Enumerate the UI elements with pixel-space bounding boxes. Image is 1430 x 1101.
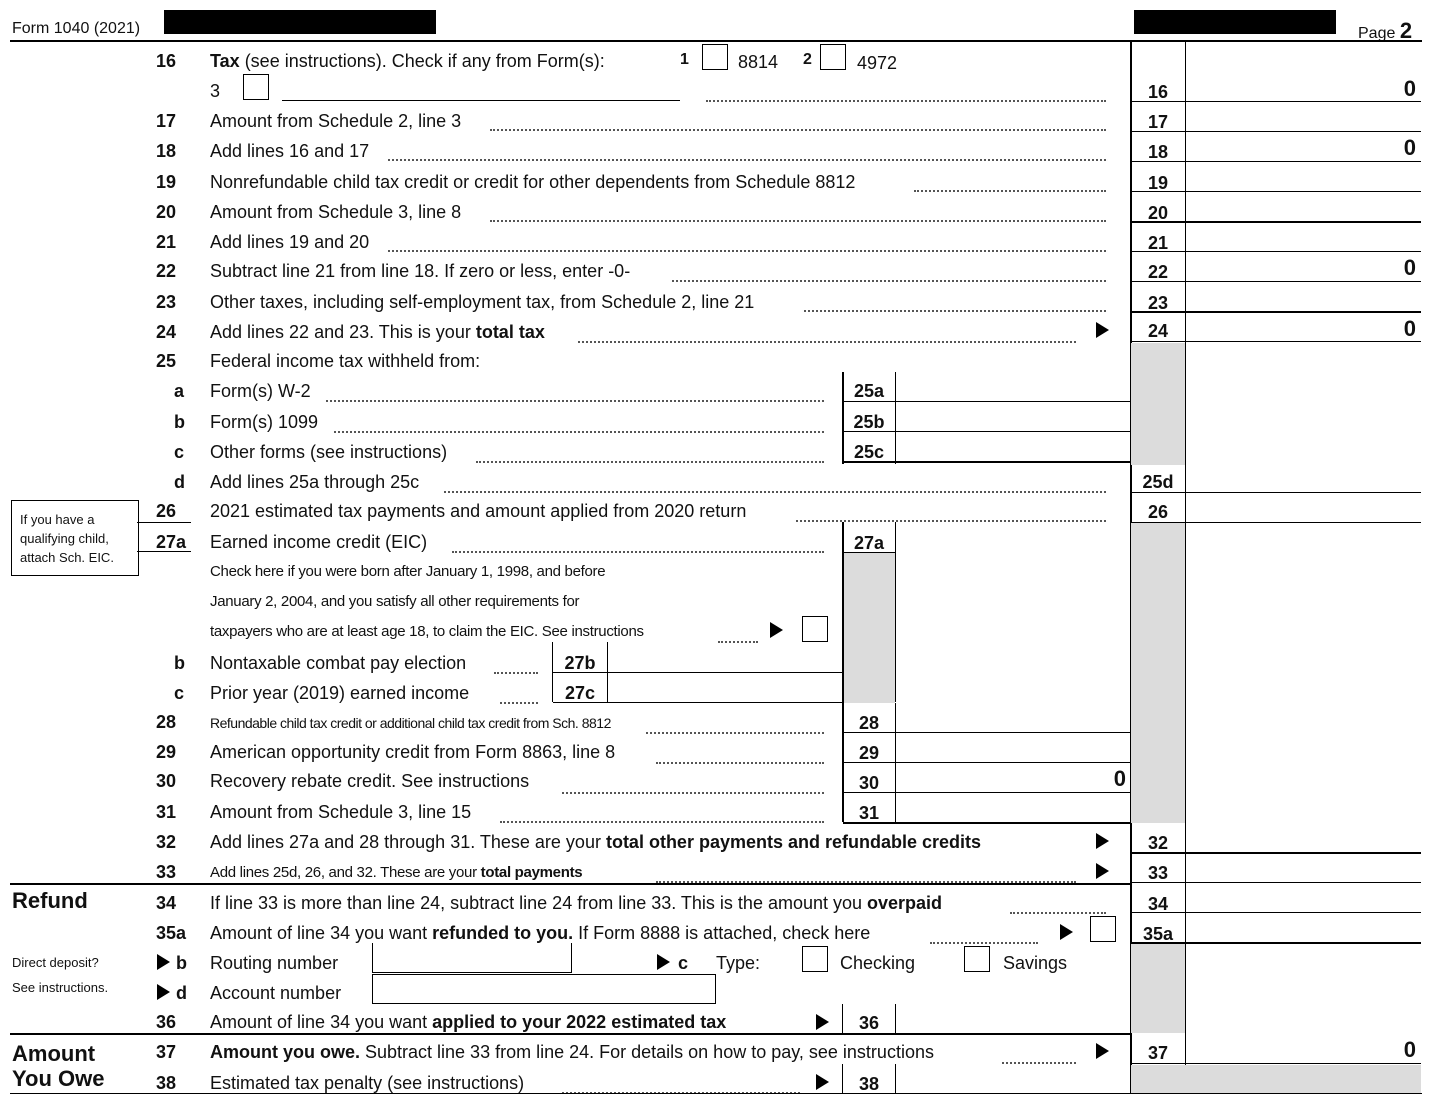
- account-type-label: Type:: [716, 953, 761, 973]
- line-36-amount-left: [895, 1004, 896, 1033]
- line-37-box: 37: [1147, 1043, 1169, 1063]
- line-29-label: American opportunity credit from Form 8863, line 8: [210, 742, 616, 762]
- line-18-amount[interactable]: 0: [1403, 135, 1416, 160]
- line-27b-box-rule: [553, 672, 843, 673]
- owe-section-rule: [10, 1033, 1131, 1035]
- line-37-amount[interactable]: 0: [1403, 1037, 1416, 1062]
- line-25a-label: Form(s) W-2: [210, 381, 311, 401]
- line-34-leader: [1010, 912, 1106, 914]
- line-33-rule: [1131, 882, 1421, 883]
- line-35b-arrow-icon: [157, 954, 170, 970]
- line-23-box: 23: [1147, 293, 1169, 313]
- line-27b-label: Nontaxable combat pay election: [210, 653, 467, 673]
- line-27a-num: 27a: [156, 532, 187, 552]
- see-instructions-label: See instructions.: [12, 980, 109, 995]
- line-31-leader: [500, 821, 824, 823]
- line-24-amount[interactable]: 0: [1403, 316, 1416, 341]
- line-16-rule: [1131, 101, 1421, 102]
- line-28-label: Refundable child tax credit or additional child tax credit from Sch. 8812: [210, 715, 611, 731]
- line-25b-box-rule: [843, 431, 1131, 432]
- line-20-label: Amount from Schedule 3, line 8: [210, 202, 462, 222]
- form-id: Form 1040 (2021): [12, 20, 141, 37]
- line-26-label: 2021 estimated tax payments and amount applied from 2020 return: [210, 501, 747, 521]
- line-25c-amount-field[interactable]: [897, 433, 1129, 460]
- line-25d-leader: [444, 491, 1106, 493]
- line-32-num: 32: [156, 832, 177, 852]
- line-35a-bold: refunded to you.: [432, 923, 574, 943]
- line-27b-box: 27b: [564, 653, 596, 673]
- shade-27-mid: [843, 553, 895, 703]
- line-28-amount-field[interactable]: [897, 704, 1129, 731]
- line-16-cb3-num: 3: [210, 81, 221, 101]
- line-30-box: 30: [858, 773, 880, 793]
- line-21-num: 21: [156, 232, 177, 252]
- line-28-num: 28: [156, 712, 177, 732]
- line-21-leader: [388, 250, 1106, 252]
- line-32-bold: total other payments and refundable credits: [605, 832, 982, 852]
- line-34-rule: [1131, 912, 1421, 913]
- line-27a-check-leader: [718, 641, 758, 643]
- line-30-rule: [843, 792, 1131, 793]
- line-35d-label: Account number: [210, 983, 342, 1003]
- line-26-num: 26: [156, 501, 177, 521]
- line-27c-box-rule: [553, 702, 843, 703]
- page-number: 2: [1399, 18, 1413, 43]
- line-33-text: Add lines 25d, 26, and 32. These are your: [210, 864, 481, 881]
- shade-27-right: [1131, 523, 1185, 823]
- line-34-text: If line 33 is more than line 24, subtract line 24 from line 33. This is the amount you: [210, 893, 868, 913]
- line-33-num: 33: [156, 862, 177, 882]
- line-29-amount-field[interactable]: [897, 734, 1129, 761]
- eic-age-checkbox[interactable]: [802, 616, 828, 642]
- line-16-other-form-field[interactable]: [282, 100, 680, 101]
- line-25d-rule: [1131, 492, 1421, 493]
- line-31-rule: [843, 822, 1131, 824]
- line-35a-leader: [930, 942, 1038, 944]
- line-25c-box-rule: [843, 461, 1131, 463]
- savings-checkbox[interactable]: [964, 946, 990, 972]
- line-16-amount[interactable]: 0: [1403, 76, 1416, 101]
- line-36-label: [210, 1013, 726, 1031]
- line-35d-arrow-icon: [157, 984, 170, 1000]
- line-36-box: 36: [858, 1013, 880, 1033]
- refund-heading: Refund: [12, 888, 88, 913]
- line-37-text: Subtract line 33 from line 24. For details on how to pay, see instructions: [360, 1042, 934, 1062]
- line-19-label: Nonrefundable child tax credit or credit for other dependents from Schedule 8812: [210, 172, 856, 192]
- line-30-label: Recovery rebate credit. See instructions: [210, 771, 530, 791]
- line-29-num: 29: [156, 742, 177, 762]
- line-24-num: 24: [156, 322, 177, 342]
- line-29-leader: [656, 762, 824, 764]
- line-37-rule: [1131, 1063, 1421, 1064]
- page-label-text: Page: [1358, 25, 1396, 42]
- amount-column-left-border: [1185, 41, 1186, 1093]
- line-21-box: 21: [1147, 233, 1169, 253]
- line-35a-box: 35a: [1142, 924, 1174, 944]
- form-3-checkbox[interactable]: [243, 74, 269, 100]
- line-29-box: 29: [858, 743, 880, 763]
- line-17-num: 17: [156, 111, 177, 131]
- shade-35: [1131, 943, 1185, 1033]
- line-22-label: Subtract line 21 from line 18. If zero or less, enter -0-: [210, 261, 631, 281]
- line-24-box: 24: [1147, 321, 1169, 341]
- line-35b-num: b: [176, 953, 187, 973]
- line-29-rule: [843, 762, 1131, 763]
- line-23-rule: [1131, 311, 1421, 313]
- line-25d-label: Add lines 25a through 25c: [210, 472, 420, 492]
- line-24-rule: [1131, 341, 1421, 342]
- line-16-cb2-num: 2: [803, 51, 812, 68]
- line-25a-box-rule: [843, 401, 1131, 402]
- line-20-num: 20: [156, 202, 177, 222]
- line-36-arrow-icon: [816, 1014, 829, 1030]
- line-32-box: 32: [1147, 833, 1169, 853]
- line-27c-box: 27c: [564, 683, 596, 703]
- line-24-arrow-icon: [1096, 322, 1109, 338]
- line-16-cb1-num: 1: [680, 51, 689, 68]
- line-27a-box: 27a: [853, 533, 885, 553]
- line-26-box: 26: [1147, 502, 1169, 522]
- line-37-leader: [1002, 1062, 1076, 1064]
- line-25a-leader: [326, 400, 824, 402]
- line-21-label: Add lines 19 and 20: [210, 232, 370, 252]
- eic-note-line1: If you have a: [20, 512, 95, 527]
- line-18-rule: [1131, 161, 1421, 162]
- line-24-text: Add lines 22 and 23. This is your: [210, 322, 476, 342]
- eic-note-line3: attach Sch. EIC.: [20, 550, 114, 565]
- line-38-amount-left: [895, 1064, 896, 1093]
- line-27a-box-rule: [843, 552, 895, 553]
- line-24-label: [210, 323, 545, 341]
- line-22-leader: [672, 280, 1106, 282]
- line-20-box: 20: [1147, 203, 1169, 223]
- line-25-label: Federal income tax withheld from:: [210, 351, 481, 371]
- line-35a-arrow-icon: [1060, 924, 1073, 940]
- owe-heading-line2: You Owe: [12, 1066, 105, 1091]
- line-17-box: 17: [1147, 112, 1169, 132]
- header-rule: [10, 40, 1422, 42]
- line-32-arrow-icon: [1096, 833, 1109, 849]
- routing-number-field[interactable]: [372, 943, 572, 973]
- line-25c-num: c: [174, 442, 185, 462]
- line-33-bold: total payments: [480, 864, 583, 881]
- shade-25: [1131, 343, 1185, 465]
- account-number-field[interactable]: [372, 974, 716, 1004]
- line-35a-rule: [1131, 942, 1421, 944]
- line-16-num: 16: [156, 51, 177, 71]
- line-27c-amount-field[interactable]: [609, 675, 839, 701]
- form-4972-checkbox[interactable]: [820, 44, 846, 70]
- line-27b-leader: [494, 672, 538, 674]
- line-35a-num: 35a: [156, 923, 187, 943]
- line-34-box: 34: [1147, 894, 1169, 914]
- line-24-leader: [578, 341, 1076, 343]
- savings-label: Savings: [1003, 953, 1068, 973]
- line-22-num: 22: [156, 261, 177, 281]
- line-35a-label: [210, 924, 870, 942]
- line-25b-num: b: [174, 412, 185, 432]
- line-28-leader: [646, 732, 824, 734]
- line-27a-check-text-1: Check here if you were born after January 1, 1998, and before: [210, 563, 606, 580]
- line-35b-label: Routing number: [210, 953, 339, 973]
- line-31-box: 31: [858, 803, 880, 823]
- line-33-box: 33: [1147, 863, 1169, 883]
- line-34-label: [210, 894, 942, 912]
- line-33-label: [210, 864, 582, 881]
- line-32-text: Add lines 27a and 28 through 31. These are your: [210, 832, 606, 852]
- direct-deposit-label: Direct deposit?: [12, 955, 99, 970]
- line-37-num: 37: [156, 1042, 177, 1062]
- inner-amount-left-27: [895, 522, 896, 702]
- line-20-rule: [1131, 221, 1421, 223]
- line-37-label: [210, 1043, 934, 1061]
- eic-note-connector-top: [137, 522, 191, 523]
- line-20-leader: [490, 220, 1106, 222]
- line-28-rule: [843, 732, 1131, 733]
- redacted-ssn: [1134, 10, 1336, 34]
- line-16-leader: [706, 100, 1106, 102]
- line-16-box: 16: [1147, 82, 1169, 102]
- line-25c-box: 25c: [853, 442, 885, 462]
- line-18-label: Add lines 16 and 17: [210, 141, 370, 161]
- line-17-label: Amount from Schedule 2, line 3: [210, 111, 462, 131]
- line-18-leader: [388, 159, 1106, 161]
- line-34-bold: overpaid: [867, 893, 943, 913]
- line-25a-amount-field[interactable]: [897, 373, 1129, 400]
- line-36-num: 36: [156, 1012, 177, 1032]
- line-18-box: 18: [1147, 142, 1169, 162]
- line-35a-text: Amount of line 34 you want: [210, 923, 433, 943]
- form-4972-label: 4972: [857, 53, 898, 73]
- line-19-num: 19: [156, 172, 177, 192]
- line-35c-num: c: [678, 953, 689, 973]
- line-28-box: 28: [858, 713, 880, 733]
- line-35d-num: d: [176, 983, 187, 1003]
- line-16-tax-bold: Tax: [210, 51, 240, 71]
- line-25a-num: a: [174, 381, 185, 401]
- inner-amount-left-28: [895, 703, 896, 823]
- line-25c-label: Other forms (see instructions): [210, 442, 448, 462]
- owe-heading-line1: Amount: [12, 1041, 96, 1066]
- line-32-rule: [1131, 852, 1421, 854]
- line-37-bold: Amount you owe.: [210, 1042, 360, 1062]
- line-22-rule: [1131, 281, 1421, 282]
- line-27a-label: Earned income credit (EIC): [210, 532, 428, 552]
- line-35c-arrow-icon: [657, 954, 670, 970]
- line-25a-box: 25a: [853, 381, 885, 401]
- line-22-amount[interactable]: 0: [1403, 255, 1416, 280]
- line-27c-num: c: [174, 683, 185, 703]
- line-33-arrow-icon: [1096, 863, 1109, 879]
- form-8814-checkbox[interactable]: [702, 44, 728, 70]
- line-31-amount-field[interactable]: [897, 794, 1129, 821]
- line-27a-arrow-icon: [770, 622, 783, 638]
- inner-amount-left-25: [895, 372, 896, 464]
- line-38-amount-field[interactable]: [897, 1066, 1129, 1092]
- line-27a-amount-field[interactable]: [897, 525, 1129, 552]
- line-24-bold: total tax: [475, 322, 545, 342]
- line-31-num: 31: [156, 802, 177, 822]
- line-36-bold: applied to your 2022 estimated tax: [432, 1012, 727, 1032]
- line-16-text: (see instructions). Check if any from Form(s):: [239, 51, 605, 71]
- form-8814-label: 8814: [738, 52, 779, 72]
- redacted-name: [164, 10, 436, 34]
- line-27b-amount-field[interactable]: [609, 645, 839, 671]
- line-26-rule: [1131, 522, 1421, 523]
- line-25d-num: d: [174, 472, 185, 492]
- line-27c-leader: [500, 702, 538, 704]
- line-25d-box: 25d: [1142, 472, 1174, 492]
- line-38-arrow-icon: [816, 1074, 829, 1090]
- line-23-num: 23: [156, 292, 177, 312]
- checking-checkbox[interactable]: [802, 946, 828, 972]
- line-22-box: 22: [1147, 262, 1169, 282]
- line-25b-leader: [334, 431, 824, 433]
- line-36-text: Amount of line 34 you want: [210, 1012, 433, 1032]
- line-27a-check-text-3: taxpayers who are at least age 18, to claim the EIC. See instructions: [210, 623, 644, 640]
- line-23-leader: [804, 310, 1106, 312]
- line-27a-check-text-2: January 2, 2004, and you satisfy all other requirements for: [210, 593, 580, 610]
- refund-section-rule: [10, 883, 1131, 885]
- line-27a-leader: [452, 551, 824, 553]
- form-8888-checkbox[interactable]: [1090, 916, 1116, 942]
- line-38-box: 38: [858, 1074, 880, 1094]
- line-30-amount[interactable]: 0: [1113, 766, 1126, 791]
- line-17-rule: [1131, 131, 1421, 132]
- line-38-label: Estimated tax penalty (see instructions): [210, 1073, 525, 1093]
- line-17-leader: [490, 129, 1106, 131]
- line-31-label: Amount from Schedule 3, line 15: [210, 802, 472, 822]
- line-19-box: 19: [1147, 173, 1169, 193]
- line-30-leader: [562, 792, 824, 794]
- line-18-num: 18: [156, 141, 177, 161]
- eic-note-line2: qualifying child,: [20, 531, 109, 546]
- line-16-label: [210, 52, 605, 70]
- line-21-rule: [1131, 251, 1421, 252]
- line-35a-text2: If Form 8888 is attached, check here: [573, 923, 871, 943]
- line-25b-label: Form(s) 1099: [210, 412, 319, 432]
- form-bottom-rule: [10, 1093, 1422, 1094]
- line-27c-label: Prior year (2019) earned income: [210, 683, 470, 703]
- line-19-leader: [914, 190, 1106, 192]
- checking-label: Checking: [840, 953, 916, 973]
- line-23-label: Other taxes, including self-employment tax, from Schedule 2, line 21: [210, 292, 755, 312]
- line-25b-box: 25b: [853, 412, 885, 432]
- line-36-amount-field[interactable]: [897, 1006, 1129, 1032]
- line-25-num: 25: [156, 351, 177, 371]
- line-32-label: [210, 833, 981, 851]
- line-25c-leader: [476, 461, 824, 463]
- line-27b-num: b: [174, 653, 185, 673]
- shade-38: [1131, 1065, 1421, 1093]
- line-37-arrow-icon: [1096, 1043, 1109, 1059]
- line-34-num: 34: [156, 893, 177, 913]
- line-19-rule: [1131, 191, 1421, 192]
- line-25b-amount-field[interactable]: [897, 403, 1129, 430]
- line-30-num: 30: [156, 771, 177, 791]
- line-38-num: 38: [156, 1073, 177, 1093]
